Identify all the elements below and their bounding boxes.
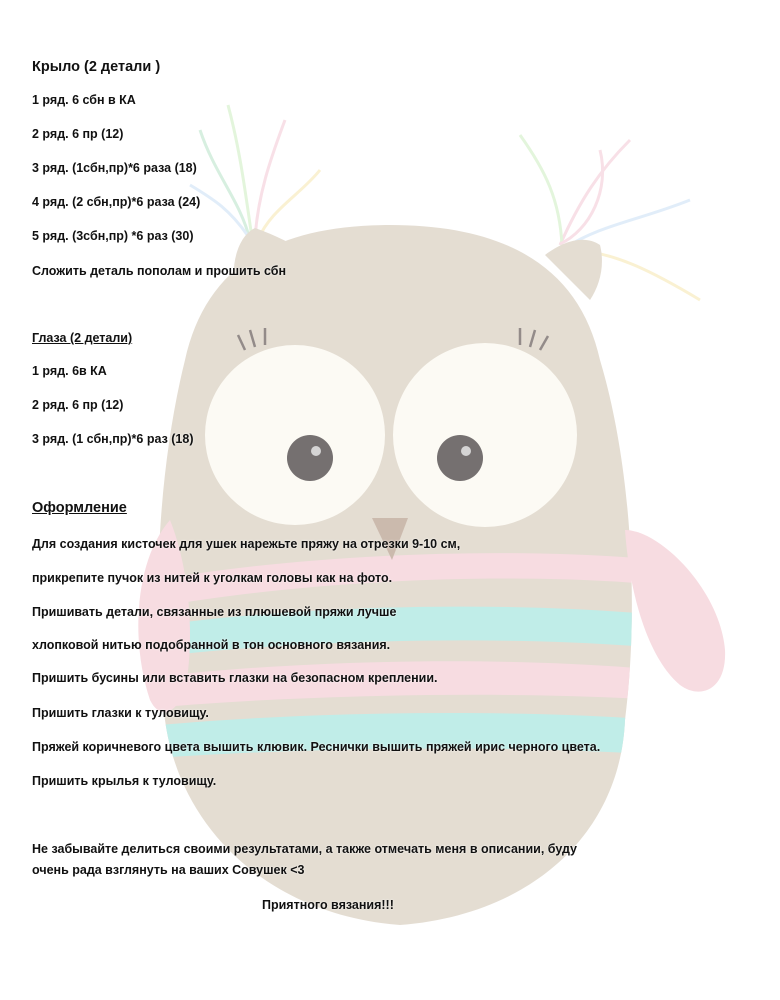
assembly-row-1: Для создания кисточек для ушек нарежьте пряжу на отрезки 9-10 см, (32, 537, 461, 551)
wing-row-3: 3 ряд. (1сбн,пр)*6 раза (18) (32, 161, 197, 175)
wing-section-title: Крыло (2 детали ) (32, 59, 161, 75)
assembly-row-2: прикрепите пучок из нитей к уголкам головы как на фото. (32, 571, 393, 585)
wing-row-5: 5 ряд. (3сбн,пр) *6 раз (30) (32, 229, 194, 243)
eyes-section-title: Глаза (2 детали) (32, 331, 133, 345)
eyes-row-1: 1 ряд. 6в КА (32, 364, 107, 378)
wing-row-1: 1 ряд. 6 сбн в КА (32, 93, 136, 107)
assembly-section-title: Оформление (32, 500, 127, 516)
wing-row-6: Сложить деталь пополам и прошить сбн (32, 264, 287, 278)
assembly-row-3: Пришивать детали, связанные из плюшевой пряжи лучше (32, 605, 397, 619)
assembly-row-5: Пришить бусины или вставить глазки на безопасном креплении. (32, 671, 438, 685)
wing-row-4: 4 ряд. (2 сбн,пр)*6 раза (24) (32, 195, 201, 209)
assembly-row-8: Пришить крылья к туловищу. (32, 774, 217, 788)
assembly-row-4: хлопковой нитью подобранной в тон основного вязания. (32, 638, 391, 652)
closing-line-2: очень рада взглянуть на ваших Совушек <3 (32, 863, 305, 877)
eyes-row-2: 2 ряд. 6 пр (12) (32, 398, 124, 412)
assembly-row-7: Пряжей коричневого цвета вышить клювик. Реснички вышить пряжей ирис черного цвета. (32, 740, 601, 754)
eyes-row-3: 3 ряд. (1 сбн,пр)*6 раз (18) (32, 432, 194, 446)
closing-line-1: Не забывайте делиться своими результатами, а также отмечать меня в описании, буду (32, 842, 578, 856)
assembly-row-6: Пришить глазки к туловищу. (32, 706, 209, 720)
closing-signoff: Приятного вязания!!! (262, 898, 394, 912)
wing-row-2: 2 ряд. 6 пр (12) (32, 127, 124, 141)
